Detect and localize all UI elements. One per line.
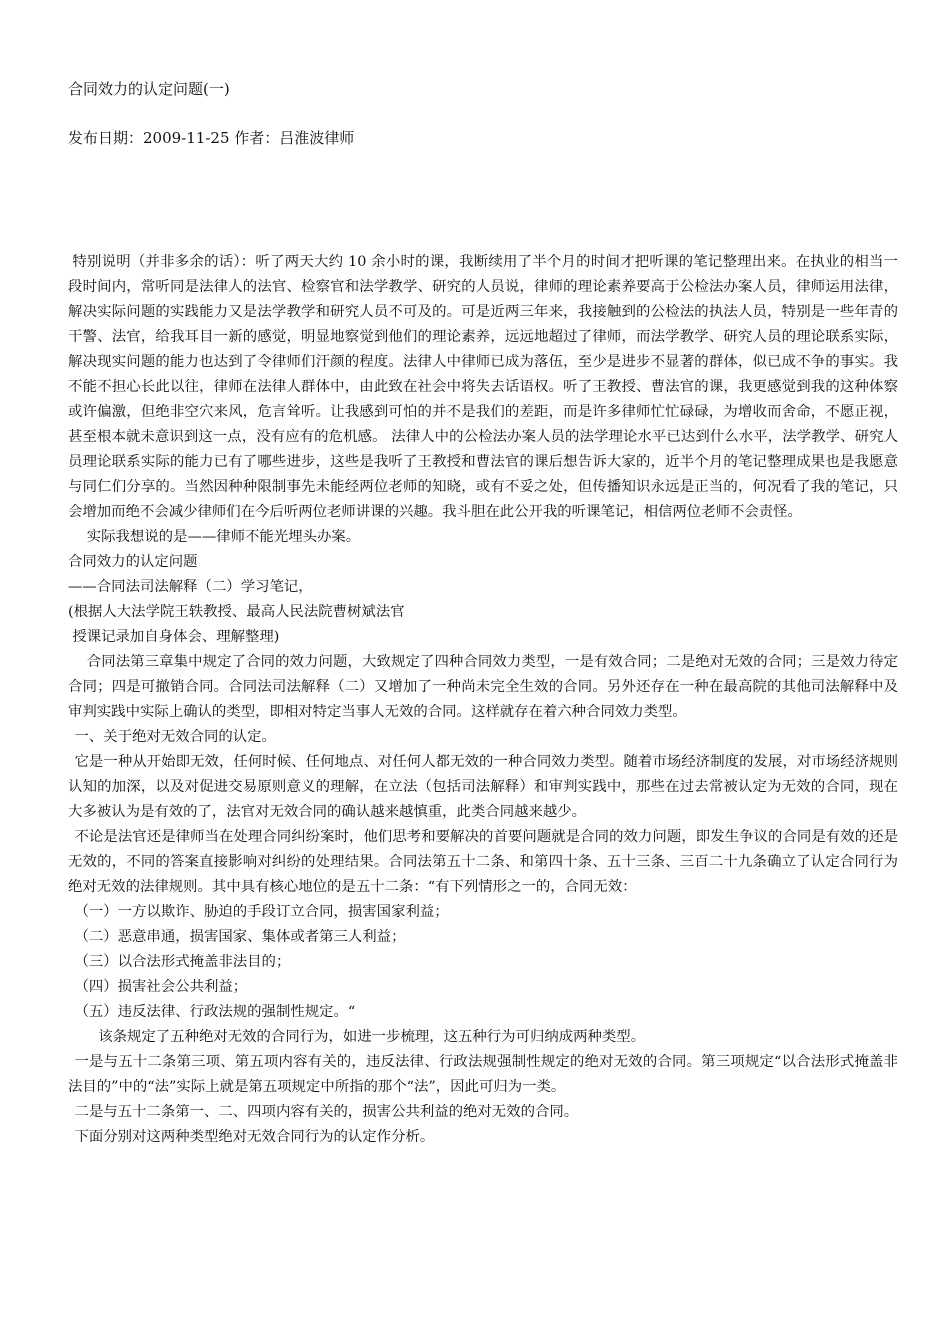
- intro-paragraph: 特别说明（并非多余的话）：听了两天大约 10 余小时的课，我断续用了半个月的时间才把听课的笔记整理出来。在执业的相当一段时间内，常听同是法律人的法官、检察官和法学教学、研究的人员说，律师的理论素养要高于公检法办案人员，律师运用法律，解决实际问题的实践能力又是法学教学和研究人员不可及的。可是近两三年来，我接触到的公检法的执法人员，特别是一些年青的干警、法官，给我耳目一新的感觉，明显地察觉到他们的理论素养，远远地超过了律师，而法学教学、研究人员的理论联系实际，解决现实问题的能力也达到了令律师们汗颜的程度。法律人中律师已成为落伍，至少是进步不显著的群体，似已成不争的事实。我不能不担心长此以往，律师在法律人群体中，由此致在社会中将失去话语权。听了王教授、曹法官的课，我更感觉到我的这种体察或许偏激，但绝非空穴来风，危言耸听。让我感到可怕的并不是我们的差距，而是许多律师忙忙碌碌，为增收而舍命，不愿正视，甚至根本就未意识到这一点，没有应有的危机感。 法律人中的公检法办案人员的法学理论水平已达到什么水平，法学教学、研究人员理论联系实际的能力已有了哪些进步，这些是我听了王教授和曹法官的课后想告诉大家的，近半个月的笔记整理成果也是我愿意与同仁们分享的。当然因种种限制事先未能经两位老师的知晓，或有不妥之处，但传播知识永远是正当的，何况看了我的笔记，只会增加而绝不会减少律师们在今后听两位老师讲课的兴趣。我斗胆在此公开我的听课笔记，相信两位老师不会责怪。: [68, 254, 898, 520]
- list-item: （二）恶意串通，损害国家、集体或者第三人利益；: [74, 929, 406, 945]
- subtitle-line: ——合同法司法解释（二）学习笔记，: [68, 579, 313, 595]
- document-body: [68, 250, 898, 1150]
- list-item: （四）损害社会公共利益；: [74, 979, 248, 995]
- publish-meta: 发布日期：2009-11-25 作者：吕淮波律师: [68, 129, 355, 147]
- source-note: 授课记录加自身体会、理解整理): [72, 629, 280, 645]
- paragraph: 下面分别对这两种类型绝对无效合同行为的认定作分析。: [74, 1129, 435, 1145]
- source-note: (根据人大法学院王轶教授、最高人民法院曹树斌法官: [68, 604, 405, 620]
- document-title: 合同效力的认定问题(一): [68, 80, 230, 98]
- paragraph: 实际我想说的是——律师不能光埋头办案。: [86, 529, 361, 545]
- paragraph: 二是与五十二条第一、二、四项内容有关的，损害公共利益的绝对无效的合同。: [74, 1104, 579, 1120]
- section-heading: 合同效力的认定问题: [68, 554, 198, 570]
- list-item: （五）违反法律、行政法规的强制性规定。“: [74, 1004, 356, 1020]
- paragraph: 它是一种从开始即无效，任何时候、任何地点、对任何人都无效的一种合同效力类型。随着市场经济制度的发展，对市场经济规则认知的加深，以及对促进交易原则意义的理解，在立法（包括司法解释）和审判实践中，那些在过去常被认定为无效的合同，现在大多被认为是有效的了，法官对无效合同的确认越来越慎重，此类合同越来越少。: [68, 754, 898, 820]
- list-item: （三）以合法形式掩盖非法目的；: [74, 954, 291, 970]
- list-item: （一）一方以欺诈、胁迫的手段订立合同，损害国家利益；: [74, 904, 449, 920]
- paragraph: 一是与五十二条第三项、第五项内容有关的，违反法律、行政法规强制性规定的绝对无效的合同。第三项规定“以合法形式掩盖非法目的”中的“法”实际上就是第五项规定中所指的那个“法”，因此可归为一类。: [68, 1054, 898, 1095]
- paragraph: 不论是法官还是律师当在处理合同纠纷案时，他们思考和要解决的首要问题就是合同的效力问题，即发生争议的合同是有效的还是无效的，不同的答案直接影响对纠纷的处理结果。合同法第五十二条、和第四十条、五十三条、三百二十九条确立了认定合同行为绝对无效的法律规则。其中具有核心地位的是五十二条：“有下列情形之一的，合同无效：: [68, 829, 898, 895]
- subsection-heading: 一、关于绝对无效合同的认定。: [74, 729, 276, 745]
- paragraph: 合同法第三章集中规定了合同的效力问题，大致规定了四种合同效力类型，一是有效合同；二是绝对无效的合同；三是效力待定合同；四是可撤销合同。合同法司法解释（二）又增加了一种尚未完全生效的合同。另外还存在一种在最高院的其他司法解释中及审判实践中实际上确认的类型，即相对特定当事人无效的合同。这样就存在着六种合同效力类型。: [68, 654, 898, 720]
- paragraph: 该条规定了五种绝对无效的合同行为，如进一步梳理，这五种行为可归纳成两种类型。: [98, 1029, 646, 1045]
